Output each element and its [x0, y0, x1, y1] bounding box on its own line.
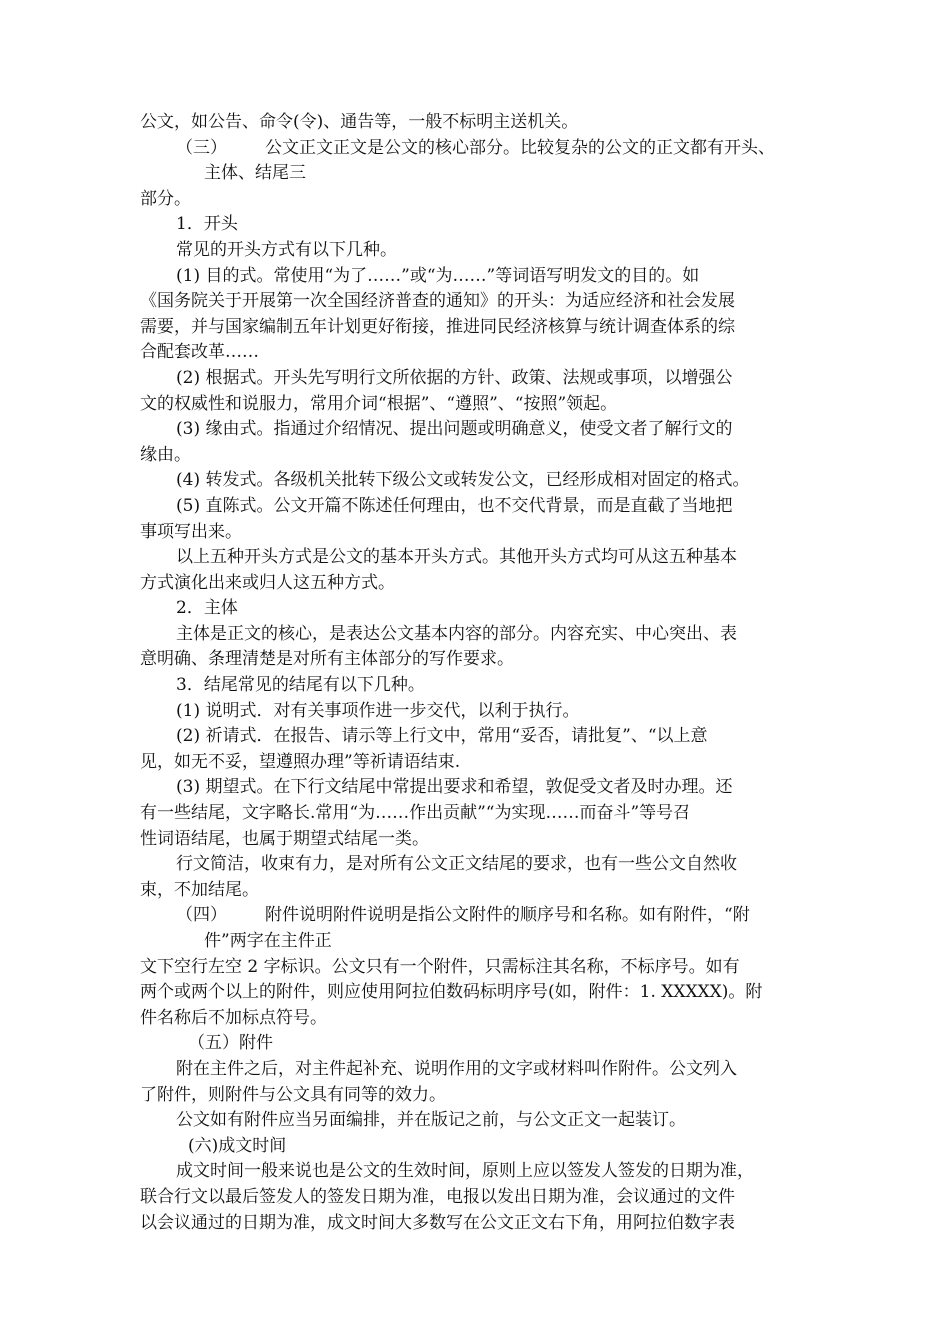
text-line: 附件说明附件说明是指公文附件的顺序号和名称。如有附件，“附: [265, 905, 750, 926]
subheading: 3．结尾常见的结尾有以下几种。: [176, 675, 425, 696]
text-line: 成文时间一般来说也是公文的生效时间，原则上应以签发人签发的日期为准，: [176, 1161, 754, 1182]
section-number: （四）: [176, 905, 227, 926]
text-line: 束，不加结尾。: [140, 879, 259, 900]
text-line: 缘由。: [140, 444, 191, 465]
section-3-heading: [140, 136, 820, 162]
section-4-heading: [140, 903, 820, 929]
text-line: 《国务院关于开展第一次全国经济普查的通知》的开头：为适应经济和社会发展: [140, 291, 735, 312]
text-line: 以上五种开头方式是公文的基本开头方式。其他开头方式均可从这五种基本: [176, 547, 737, 568]
text-line: (2) 根据式。开头先写明行文所依据的方针、政策、法规或事项，以增强公: [176, 367, 733, 388]
text-line: 需要，并与国家编制五年计划更好衔接，推进同民经济核算与统计调查体系的综: [140, 316, 735, 337]
text-line: 公文如有附件应当另面编排，并在版记之前，与公文正文一起装订。: [176, 1110, 686, 1131]
text-line: 有一些结尾，文字略长.常用“为……作出贡献”“为实现……而奋斗”等号召: [140, 803, 691, 824]
subheading: 1．开头: [176, 214, 238, 235]
text-line: 件”两字在主件正: [204, 931, 332, 951]
text-line: 部分。: [140, 188, 191, 209]
text-line: 事项写出来。: [140, 521, 242, 542]
text-line: (1) 目的式。常使用“为了……”或“为……”等词语写明发文的目的。如: [176, 265, 700, 286]
text-line: 见，如无不妥，望遵照办理”等祈请语结束.: [140, 751, 461, 772]
text-line: 意明确、条理清楚是对所有主体部分的写作要求。: [140, 649, 514, 670]
text-line: (3) 缘由式。指通过介绍情况、提出问题或明确意义，使受文者了解行文的: [176, 419, 733, 440]
text-line: 主体、结尾三: [204, 163, 306, 184]
section-heading: (六)成文时间: [188, 1135, 287, 1156]
text-line: (4) 转发式。各级机关批转下级公文或转发公文，已经形成相对固定的格式。: [176, 470, 750, 491]
text-line: (2) 祈请式．在报告、请示等上行文中，常用“妥否，请批复”、“以上意: [176, 726, 708, 747]
text-line: 联合行文以最后签发人的签发日期为准，电报以发出日期为准，会议通过的文件: [140, 1186, 735, 1207]
text-line: 文的权威性和说服力，常用介词“根据”、“遵照”、“按照”领起。: [140, 393, 618, 414]
text-line: (5) 直陈式。公文开篇不陈述任何理由，也不交代背景，而是直截了当地把: [176, 495, 733, 516]
text-line: 件名称后不加标点符号。: [140, 1007, 327, 1028]
text-line: 公文，如公告、命令(令)、通告等，一般不标明主送机关。: [140, 112, 579, 132]
text-line: 了附件，则附件与公文具有同等的效力。: [140, 1084, 446, 1105]
text-line: 行文简洁，收束有力，是对所有公文正文结尾的要求，也有一些公文自然收: [176, 854, 737, 875]
text-line: 合配套改革……: [140, 342, 259, 363]
text-line: 主体是正文的核心，是表达公文基本内容的部分。内容充实、中心突出、表: [176, 623, 737, 644]
subheading: 2．主体: [176, 598, 238, 619]
text-line: (3) 期望式。在下行文结尾中常提出要求和希望，敦促受文者及时办理。还: [176, 777, 733, 798]
section-number: （三）: [176, 137, 227, 158]
text-line: 以会议通过的日期为准，成文时间大多数写在公文正文右下角，用阿拉伯数字表: [140, 1212, 735, 1233]
text-line: 附在主件之后，对主件起补充、说明作用的文字或材料叫作附件。公文列入: [176, 1058, 737, 1079]
document-page: [140, 110, 820, 1236]
text-line: 公文正文正文是公文的核心部分。比较复杂的公文的正文都有开头、: [265, 137, 775, 158]
text-line: (1) 说明式．对有关事项作进一步交代，以利于执行。: [176, 700, 580, 721]
text-line: 常见的开头方式有以下几种。: [176, 239, 397, 260]
text-line: 方式演化出来或归人这五种方式。: [140, 572, 395, 593]
text-line: 两个或两个以上的附件，则应使用阿拉伯数码标明序号(如，附件：1. XXXXX)。附: [140, 982, 763, 1003]
text-line: 性词语结尾，也属于期望式结尾一类。: [140, 828, 429, 849]
text-line: 文下空行左空 2 字标识。公文只有一个附件，只需标注其名称，不标序号。如有: [140, 956, 740, 977]
section-heading: （五）附件: [188, 1033, 273, 1054]
